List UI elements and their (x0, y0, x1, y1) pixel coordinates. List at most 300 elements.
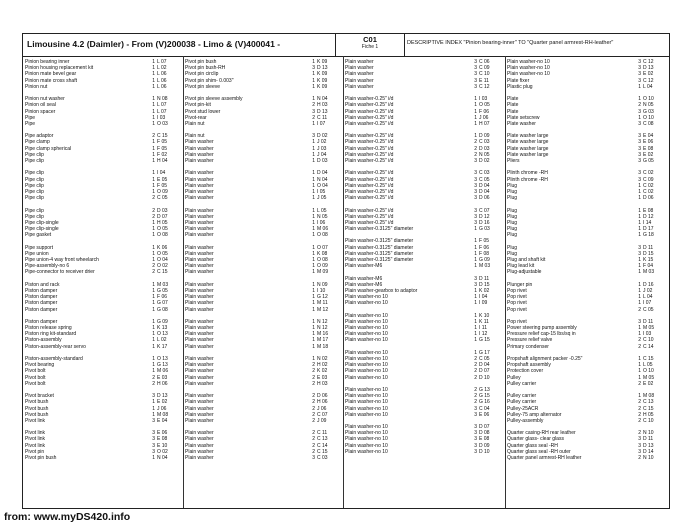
part-description: Plain washer-0.25" i/d (345, 108, 394, 115)
fiche-number: 2 (312, 417, 315, 424)
grid-reference: D 06 (317, 393, 328, 400)
part-description: Pipe clip (25, 213, 44, 220)
fiche-number: 2 (312, 368, 315, 375)
part-description: Plain washer-0.3125" diameter (345, 250, 414, 257)
part-description: Plain washer (345, 71, 374, 78)
fiche-number: 2 (312, 393, 315, 400)
grid-reference: F 06 (479, 108, 490, 115)
fiche-number: 1 (474, 96, 477, 103)
grid-reference: O 07 (317, 244, 328, 251)
index-entry (183, 418, 343, 424)
grid-reference: L 07 (157, 102, 167, 109)
grid-reference: H 03 (317, 380, 328, 387)
part-description: Plain washer-no 10 (507, 71, 550, 78)
fiche-number: 1 (474, 257, 477, 263)
part-description: Plain washer (185, 405, 214, 412)
fiche-number: 1 (152, 145, 155, 152)
part-description: Plain washer-0.25" i/d (345, 114, 394, 121)
part-description: Primary condenser (507, 343, 549, 350)
part-description: Pivot pin-kit (185, 102, 211, 109)
index-entry (343, 375, 505, 381)
part-description: Plain washer-no 10 (345, 349, 388, 356)
fiche-number: 1 (152, 331, 155, 338)
grid-reference: J 06 (479, 114, 489, 121)
grid-reference: C 12 (643, 59, 654, 65)
fiche-number: 1 (152, 232, 155, 239)
fiche-number: 2 (474, 374, 477, 381)
grid-reference: M 03 (643, 269, 655, 276)
fiche-number: 1 (312, 83, 315, 90)
fiche-number: 3 (638, 145, 641, 152)
grid-reference: C 11 (317, 114, 328, 121)
grid-reference: N 05 (317, 213, 328, 220)
grid-reference: H 06 (317, 399, 328, 406)
grid-reference: K 08 (317, 250, 328, 257)
fiche-number: 2 (638, 343, 641, 350)
part-description: Pulley carrier (507, 399, 537, 406)
part-description: Plain washer-0.25" i/d (345, 188, 394, 195)
grid-reference: O 10 (643, 96, 654, 103)
part-description: Pop rivet (507, 300, 527, 307)
part-description: Pinion mate cross shaft (25, 77, 77, 84)
index-body (23, 56, 669, 508)
fiche-number: 1 (638, 269, 641, 276)
part-description: Plain washer-no 10 (345, 331, 388, 338)
fiche-number: 1 (638, 356, 641, 362)
source-credit: from: www.myDS420.info (4, 511, 131, 523)
grid-reference: M 05 (643, 374, 655, 381)
part-description: Plug and shaft kit (507, 257, 546, 263)
part-description: Pinion mate bevel gear (25, 71, 77, 78)
index-entry (343, 412, 505, 418)
part-description: Pivot link (25, 417, 46, 424)
grid-reference: J 06 (157, 405, 167, 412)
fiche-number: 3 (474, 281, 477, 288)
part-description: Plain washer-M6 (345, 263, 383, 270)
grid-reference: C 10 (643, 337, 654, 344)
grid-reference: L 06 (157, 83, 167, 90)
part-description: Plain washer (185, 436, 214, 443)
index-entry (343, 449, 505, 455)
fiche-number: 2 (312, 430, 315, 437)
fiche-number: 1 (312, 195, 315, 202)
grid-reference: O 05 (157, 226, 168, 233)
grid-reference: L 02 (157, 337, 167, 344)
fiche-number: 2 (152, 133, 155, 140)
part-description: Pipe (25, 120, 36, 127)
fiche-number: 3 (474, 176, 477, 183)
part-description: Plain washer-0.25" i/d (345, 219, 394, 226)
fiche-number: 2 (312, 448, 315, 455)
index-entry (183, 307, 343, 313)
grid-reference: L 07 (157, 108, 167, 115)
part-description: Plate (507, 108, 519, 115)
fiche-number: 1 (474, 318, 477, 325)
part-description: Plain washer (345, 59, 374, 65)
part-description: Plain washer (185, 170, 214, 177)
fiche-number: 1 (474, 337, 477, 344)
index-entry (343, 195, 505, 201)
grid-reference: O 05 (157, 250, 168, 257)
fiche-number: 3 (638, 176, 641, 183)
grid-reference: D 13 (643, 442, 654, 449)
grid-reference: N 04 (157, 455, 168, 461)
part-description: Plain washer (185, 337, 214, 344)
fiche-number: 1 (152, 170, 155, 177)
fiche-number: 3 (638, 65, 641, 72)
fiche-number: 2 (312, 436, 315, 443)
grid-reference: C 05 (479, 176, 490, 183)
part-description: Plain washer (185, 331, 214, 338)
part-description: Piston release spring (25, 325, 72, 332)
part-description: Plain washer-no 10 (345, 430, 388, 437)
fiche-number: 1 (474, 263, 477, 270)
fiche-number: 1 (152, 257, 155, 263)
index-entry (183, 381, 343, 387)
grid-reference: C 13 (643, 399, 654, 406)
part-description: Plain washer (185, 244, 214, 251)
fiche-number: 2 (312, 442, 315, 449)
fiche-number: 1 (638, 281, 641, 288)
part-description: Plain washer-no 10 (345, 436, 388, 443)
grid-reference: F 08 (479, 250, 490, 257)
fiche-number: 2 (152, 207, 155, 214)
fiche-number: 1 (312, 244, 315, 251)
fiche-number: 3 (474, 195, 477, 202)
grid-reference: C 14 (317, 442, 328, 449)
part-description: Plain washer-no 10 (507, 65, 550, 72)
fiche-number: 1 (312, 170, 315, 177)
fiche-number: 2 (638, 411, 641, 418)
grid-reference: E 06 (479, 411, 490, 418)
grid-reference: J 02 (643, 287, 653, 294)
part-description: Plain washer-gearbox to adaptor (345, 287, 418, 294)
index-entry (343, 337, 505, 343)
grid-reference: I 07 (317, 120, 326, 127)
fiche-number: 3 (638, 442, 641, 449)
grid-reference: D 13 (317, 108, 328, 115)
fiche-number: 1 (312, 145, 315, 152)
part-description: Plain washer-0.25" i/d (345, 207, 394, 214)
part-description: Plain washer-no 10 (345, 442, 388, 449)
grid-reference: G 16 (479, 399, 490, 406)
fiche-number: 1 (474, 349, 477, 356)
fiche-number: 3 (474, 448, 477, 455)
part-description: Plain washer (185, 195, 214, 202)
grid-reference: O 08 (157, 232, 168, 239)
grid-reference: O 08 (317, 232, 328, 239)
index-entry (505, 232, 669, 238)
part-description: Pivot pin sleeve assembly (185, 96, 243, 103)
part-description: Plain washer-no 10 (345, 448, 388, 455)
grid-reference: E 02 (643, 151, 654, 158)
index-entry (343, 263, 505, 269)
part-description: Plain washer (185, 318, 214, 325)
part-description: Pinion nut (25, 83, 48, 90)
part-description: Plain washer-0.25" i/d (345, 96, 394, 103)
fiche-number: 1 (638, 195, 641, 202)
part-description: Plunger pin (507, 281, 533, 288)
grid-reference: M 11 (317, 300, 328, 307)
part-description: Pivot bolt (25, 374, 46, 381)
fiche-number: 1 (152, 455, 155, 461)
grid-reference: M 08 (157, 411, 169, 418)
grid-reference: G 13 (479, 386, 490, 393)
part-description: Plug (507, 182, 518, 189)
part-description: Piston damper (25, 306, 58, 313)
grid-reference: H 07 (479, 120, 490, 127)
grid-reference: D 03 (157, 207, 168, 214)
part-description: Plain washer (185, 430, 214, 437)
grid-reference: C 08 (643, 120, 654, 127)
fiche-number: 1 (152, 405, 155, 412)
part-description: Plain washer-0.25" i/d (345, 151, 394, 158)
fiche-number: 1 (312, 287, 315, 294)
fiche-number: 2 (312, 380, 315, 387)
part-description: Pressure relief cap-15 lbs/sq in (507, 331, 576, 338)
grid-reference: H 02 (317, 362, 328, 369)
part-description: Plain washer (185, 213, 214, 220)
part-description: Pipe clamp (25, 139, 50, 146)
part-description: Power steering pump assembly (507, 325, 577, 332)
fiche-number: 3 (474, 405, 477, 412)
index-column (343, 59, 505, 461)
grid-reference: G 15 (479, 337, 490, 344)
fiche-number: 2 (474, 368, 477, 375)
grid-reference: E 05 (157, 176, 168, 183)
part-description: Quarter glass seal -RH (507, 442, 558, 449)
part-description: Plain washer (345, 83, 374, 90)
fiche-number: 3 (638, 133, 641, 140)
part-description: Plain washer-no 10 (345, 368, 388, 375)
part-description: Protection cover (507, 368, 544, 375)
part-description: Plinth chrome -RH (507, 176, 548, 183)
grid-reference: D 13 (643, 65, 654, 72)
fiche-number: 1 (312, 188, 315, 195)
fiche-label: Fiche 1 (361, 44, 379, 50)
grid-reference: E 06 (643, 139, 654, 146)
grid-reference: D 02 (479, 158, 490, 164)
fiche-number: 1 (312, 96, 315, 103)
part-description: Plain washer (345, 77, 374, 84)
fiche-number: 2 (474, 145, 477, 152)
fiche-number: 1 (474, 294, 477, 301)
part-description: Pivot bearing (25, 362, 55, 369)
fiche-number: 2 (312, 114, 315, 121)
fiche-number: 2 (638, 380, 641, 387)
fiche-number: 1 (474, 108, 477, 115)
part-description: Plate washer large (507, 151, 549, 158)
grid-reference: C 04 (479, 405, 490, 412)
part-description: Plain washer-no 10 (345, 300, 388, 307)
grid-reference: E 03 (317, 374, 328, 381)
fiche-number: 1 (312, 213, 315, 220)
fiche-number: 2 (474, 139, 477, 146)
index-entry (183, 158, 343, 164)
index-entry (23, 232, 183, 238)
part-description: Pop rivet (507, 306, 527, 313)
part-description: Plate (507, 96, 519, 103)
part-description: Plain washer-0.25" i/d (345, 133, 394, 140)
fiche-number: 1 (312, 71, 315, 78)
part-description: Plain washer (185, 182, 214, 189)
fiche-number: 3 (152, 430, 155, 437)
part-description: Pivot bush (25, 405, 49, 412)
grid-reference: J 03 (317, 145, 327, 152)
part-description: Pipe clip (25, 176, 44, 183)
part-description: Pliers (507, 158, 520, 164)
grid-reference: M 03 (479, 263, 491, 270)
part-description: Propshaft alignment packer -0.25" (507, 356, 583, 362)
part-description: Propshaft assembly (507, 362, 551, 369)
fiche-number: 1 (638, 368, 641, 375)
grid-reference: O 02 (157, 263, 168, 270)
part-description: Pulley (507, 374, 521, 381)
fiche-number: 1 (152, 399, 155, 406)
part-description: Pivot bolt (25, 368, 46, 375)
part-description: Plain washer (185, 269, 214, 276)
grid-reference: O 02 (157, 448, 168, 455)
grid-reference: D 16 (643, 281, 654, 288)
part-description: Pipe adaptor (25, 133, 54, 140)
part-description: Pipe-assembly-no 6 (25, 263, 70, 270)
fiche-number: 1 (312, 318, 315, 325)
index-entry (505, 158, 669, 164)
fiche-number: 2 (152, 263, 155, 270)
fiche-number: 1 (474, 287, 477, 294)
grid-reference: D 03 (479, 145, 490, 152)
grid-reference: D 16 (479, 219, 490, 226)
fiche-number: 1 (638, 83, 641, 90)
fiche-number: 3 (474, 59, 477, 65)
part-description: Plain washer-0.25" i/d (345, 145, 394, 152)
grid-reference: L 06 (157, 77, 167, 84)
index-entry (183, 121, 343, 127)
part-description: Plain washer (185, 158, 214, 164)
part-description: Plain washer-0.25" i/d (345, 102, 394, 109)
index-entry (505, 418, 669, 424)
grid-reference: G 05 (643, 158, 654, 164)
part-description: Pipe gasket (25, 232, 52, 239)
grid-reference: E 10 (157, 442, 168, 449)
grid-reference: M 16 (317, 331, 329, 338)
fiche-number: 1 (152, 158, 155, 164)
fiche-number: 2 (638, 306, 641, 313)
fiche-number: 2 (152, 380, 155, 387)
part-description: Plain washer-no 10 (345, 362, 388, 369)
grid-reference: I 12 (479, 331, 488, 338)
fiche-number: 1 (312, 257, 315, 263)
grid-reference: M 18 (317, 343, 329, 350)
part-description: Plain washer-M6 (345, 275, 383, 282)
part-description: Piston-assembly (25, 337, 62, 344)
index-entry (23, 84, 183, 90)
fiche-number: 1 (152, 102, 155, 109)
part-description: Piston and rack (25, 281, 60, 288)
fiche-number: 1 (312, 176, 315, 183)
part-description: Plain washer (185, 151, 214, 158)
fiche-number: 1 (638, 182, 641, 189)
part-description: Pipe clip-single (25, 226, 59, 233)
grid-reference: D 15 (643, 250, 654, 257)
part-description: Pulley carrier (507, 393, 537, 400)
part-description: Plain washer (185, 442, 214, 449)
part-description: Plain washer-0.3125" diameter (345, 226, 414, 233)
grid-reference: O 13 (157, 331, 168, 338)
grid-reference: E 08 (643, 145, 654, 152)
part-description: Plain washer (185, 188, 214, 195)
fiche-number: 1 (152, 244, 155, 251)
grid-reference: C 02 (643, 188, 654, 195)
part-description: Plain washer-no 10 (345, 393, 388, 400)
part-description: Pipe clip (25, 188, 44, 195)
index-entry (23, 344, 183, 350)
part-description: Pop rivet (507, 318, 527, 325)
grid-reference: N 04 (317, 176, 328, 183)
index-entry (343, 300, 505, 306)
fiche-number: 3 (638, 77, 641, 84)
grid-reference: G 13 (157, 362, 168, 369)
grid-reference: C 13 (317, 436, 328, 443)
grid-reference: O 03 (157, 120, 168, 127)
part-description: Plain washer (185, 300, 214, 307)
grid-reference: J 04 (317, 151, 327, 158)
fiche-number: 3 (474, 71, 477, 78)
fiche-number: 1 (312, 120, 315, 127)
part-description: Pivot pin sleeve (185, 83, 221, 90)
part-description: Plug-adjustable (507, 269, 542, 276)
fiche-number: 1 (312, 356, 315, 362)
grid-reference: J 09 (317, 417, 327, 424)
part-description: Pinion spacer (25, 108, 56, 115)
grid-reference: I 09 (479, 300, 488, 307)
part-description: Plain washer-no 10 (345, 318, 388, 325)
fiche-number: 1 (152, 188, 155, 195)
grid-reference: C 15 (157, 269, 168, 276)
grid-reference: N 08 (157, 96, 168, 103)
grid-reference: L 06 (157, 71, 167, 78)
part-description: Quarter glass seal -RH outer (507, 448, 571, 455)
fiche-number: 1 (152, 294, 155, 301)
part-description: Pivot link (25, 430, 46, 437)
grid-reference: N 05 (643, 102, 654, 109)
part-description: Plain washer (185, 417, 214, 424)
parts-index-sheet (22, 33, 670, 509)
grid-reference: O 04 (157, 257, 168, 263)
fiche-number: 1 (474, 325, 477, 332)
fiche-number: 1 (474, 312, 477, 319)
grid-reference: L 04 (643, 83, 653, 90)
part-description: Plate washer large (507, 133, 549, 140)
grid-reference: C 12 (643, 77, 654, 84)
grid-reference: D 11 (643, 318, 654, 325)
grid-reference: K 09 (317, 59, 328, 65)
part-description: Pipe union (25, 250, 49, 257)
part-description: Plate setscrew (507, 114, 540, 121)
part-description: Plain washer-0.25" i/d (345, 170, 394, 177)
grid-reference: D 06 (479, 195, 490, 202)
fiche-number: 3 (312, 455, 315, 461)
grid-reference: D 04 (479, 188, 490, 195)
fiche-number: 3 (474, 182, 477, 189)
part-description: Pivot-rear (185, 114, 207, 121)
part-description: Plain washer-0.3125" diameter (345, 257, 414, 263)
part-description: Plain nut (185, 133, 205, 140)
grid-reference: C 05 (479, 356, 490, 362)
part-description: Plug (507, 250, 518, 257)
fiche-number: 1 (152, 411, 155, 418)
fiche-number: 1 (638, 362, 641, 369)
